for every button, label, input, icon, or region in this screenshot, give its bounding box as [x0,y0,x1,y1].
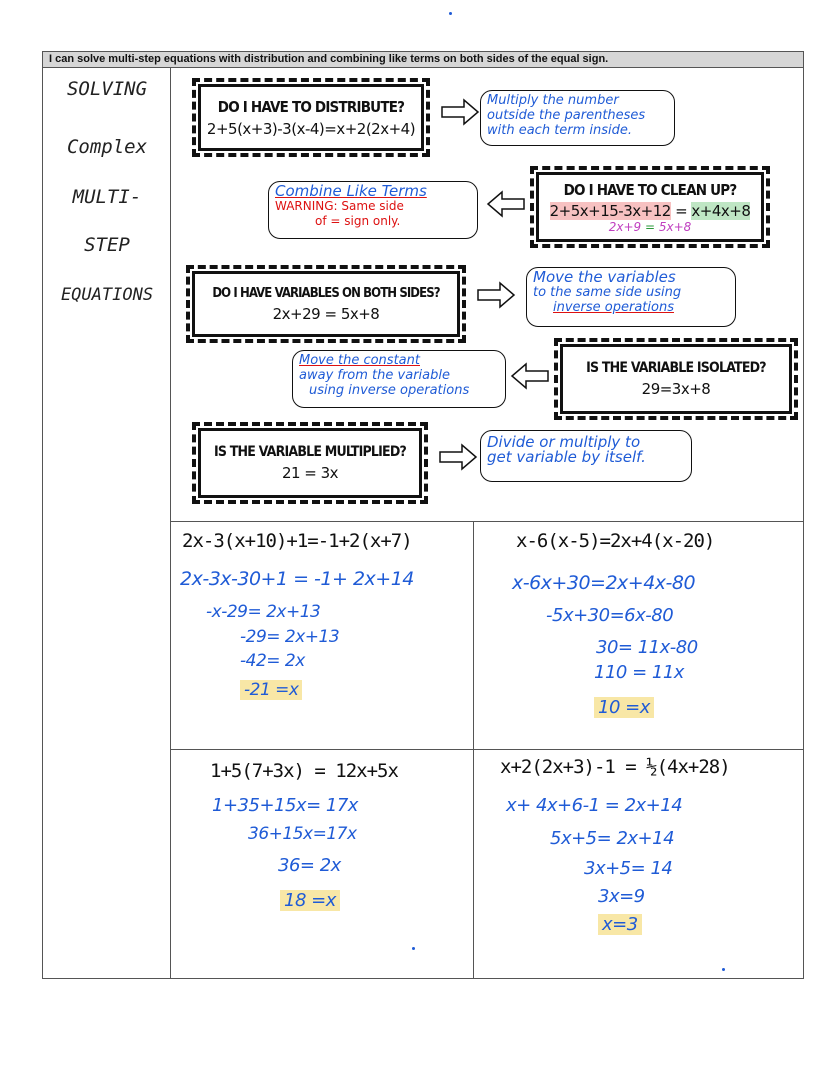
isolated-question-box [554,338,798,420]
multiplied-example: 21 = 3x [281,464,339,482]
distribute-example: 2+5(x+3)-3(x-4)=x+2(2x+4) [206,119,416,138]
distribute-tip-line-2: outside the parentheses [487,108,646,123]
row-divider-2 [170,749,804,750]
ink-dot [449,12,452,15]
cleanup-question: DO I HAVE TO CLEAN UP? [563,180,737,199]
problem-1-step-4: -42= 2x [240,651,305,671]
side-title-line-4: STEP [84,234,130,256]
ink-dot [412,947,415,950]
distribute-tip-bubble [480,90,675,146]
arrow-left-icon [486,190,526,218]
both-sides-question: DO I HAVE VARIABLES ON BOTH SIDES? [212,285,440,301]
problem-1-title: 2x-3(x+10)+1=-1+2(x+7) [182,530,412,552]
side-column-divider [170,68,171,979]
divide-tip-line-2: get variable by itself. [487,448,646,466]
side-title-line-3: MULTI- [72,186,142,208]
problem-1-step-3: -29= 2x+13 [240,627,340,647]
side-title-line-1: SOLVING [66,78,148,100]
problem-4-step-3: 3x+5= 14 [584,858,673,879]
learning-target-header: I can solve multi-step equations with distribution and combining like terms on both sides of the equal sign. [42,51,804,68]
problem-4-title: x+2(2x+3)-1 = ½(4x+28) [500,756,730,778]
table-right-border [803,68,804,979]
move-vars-tip-line-3: inverse operations [553,300,674,315]
cleanup-example [550,202,751,220]
move-const-tip-bubble [292,350,506,408]
problem-column-divider [473,521,474,979]
problem-2-step-3: 30= 11x-80 [596,637,698,658]
problem-2-step-4: 110 = 11x [594,662,684,683]
problem-3-step-3: 36= 2x [278,855,341,876]
side-title-line-5: EQUATIONS [60,285,154,305]
combine-tip-warning-2: of = sign only. [315,214,401,228]
arrow-right-icon [476,281,516,309]
problem-1-answer: -21 =x [240,680,302,700]
isolated-question: IS THE VARIABLE ISOLATED? [586,360,766,376]
cleanup-example-left: 2+5x+15-3x+12 [549,201,671,220]
move-vars-tip-bubble [526,267,736,327]
isolated-example: 29=3x+8 [641,380,711,398]
both-sides-example: 2x+29 = 5x+8 [272,304,380,323]
divide-tip-line-1: Divide or multiply to [487,433,641,451]
problem-2-step-1: x-6x+30=2x+4x-80 [512,572,696,594]
problem-4-step-4: 3x=9 [598,886,645,907]
multiplied-question-box [192,422,428,504]
distribute-tip-line-1: Multiply the number [487,93,619,108]
cleanup-sub-equals: = [641,219,659,234]
problem-1-step-1: 2x-3x-30+1 = -1+ 2x+14 [180,568,414,590]
cleanup-sub-left: 2x+9 [608,219,642,234]
side-title-line-2: Complex [66,136,148,158]
problem-3-step-1: 1+35+15x= 17x [212,795,358,816]
table-bottom-border [42,978,804,979]
arrow-right-icon [440,98,480,126]
cleanup-question-box [530,166,770,248]
multiplied-question: IS THE VARIABLE MULTIPLIED? [213,444,406,460]
problem-4-answer: x=3 [598,914,642,935]
cleanup-sub-right: 5x+8 [658,219,692,234]
problem-2-step-2: -5x+30=6x-80 [546,605,674,626]
combine-tip-warning: WARNING: Same side [275,199,404,213]
both-sides-question-box [186,265,466,343]
table-left-border [42,68,43,979]
cleanup-example-right: x+4x+8 [691,201,751,220]
cleanup-simplified [609,220,692,234]
cleanup-example-equals: = [670,201,692,220]
problem-2-title: x-6(x-5)=2x+4(x-20) [516,530,715,552]
problem-3-title: 1+5(7+3x) = 12x+5x [210,760,398,782]
distribute-question: DO I HAVE TO DISTRIBUTE? [217,97,405,116]
problem-2-answer: 10 =x [594,697,654,718]
arrow-right-icon [438,443,478,471]
distribute-tip-line-3: with each term inside. [487,123,633,138]
move-vars-tip-line-2: to the same side using [533,285,682,300]
problem-3-step-2: 36+15x=17x [248,824,357,844]
problem-4-step-2: 5x+5= 2x+14 [550,828,675,849]
move-const-tip-line-2: away from the variable [299,368,450,383]
move-const-tip-line-3: using inverse operations [309,383,470,398]
row-divider-1 [170,521,804,522]
move-vars-tip-line-1: Move the variables [533,268,676,286]
divide-tip-bubble [480,430,692,482]
problem-3-answer: 18 =x [280,890,340,911]
arrow-left-icon [510,362,550,390]
combine-tip-bubble [268,181,478,239]
problem-1-step-2: -x-29= 2x+13 [206,602,321,622]
ink-dot [722,968,725,971]
combine-tip-line-1: Combine Like Terms [275,182,427,200]
distribute-question-box [192,78,430,157]
problem-4-step-1: x+ 4x+6-1 = 2x+14 [506,795,683,816]
move-const-tip-line-1: Move the constant [299,353,420,368]
